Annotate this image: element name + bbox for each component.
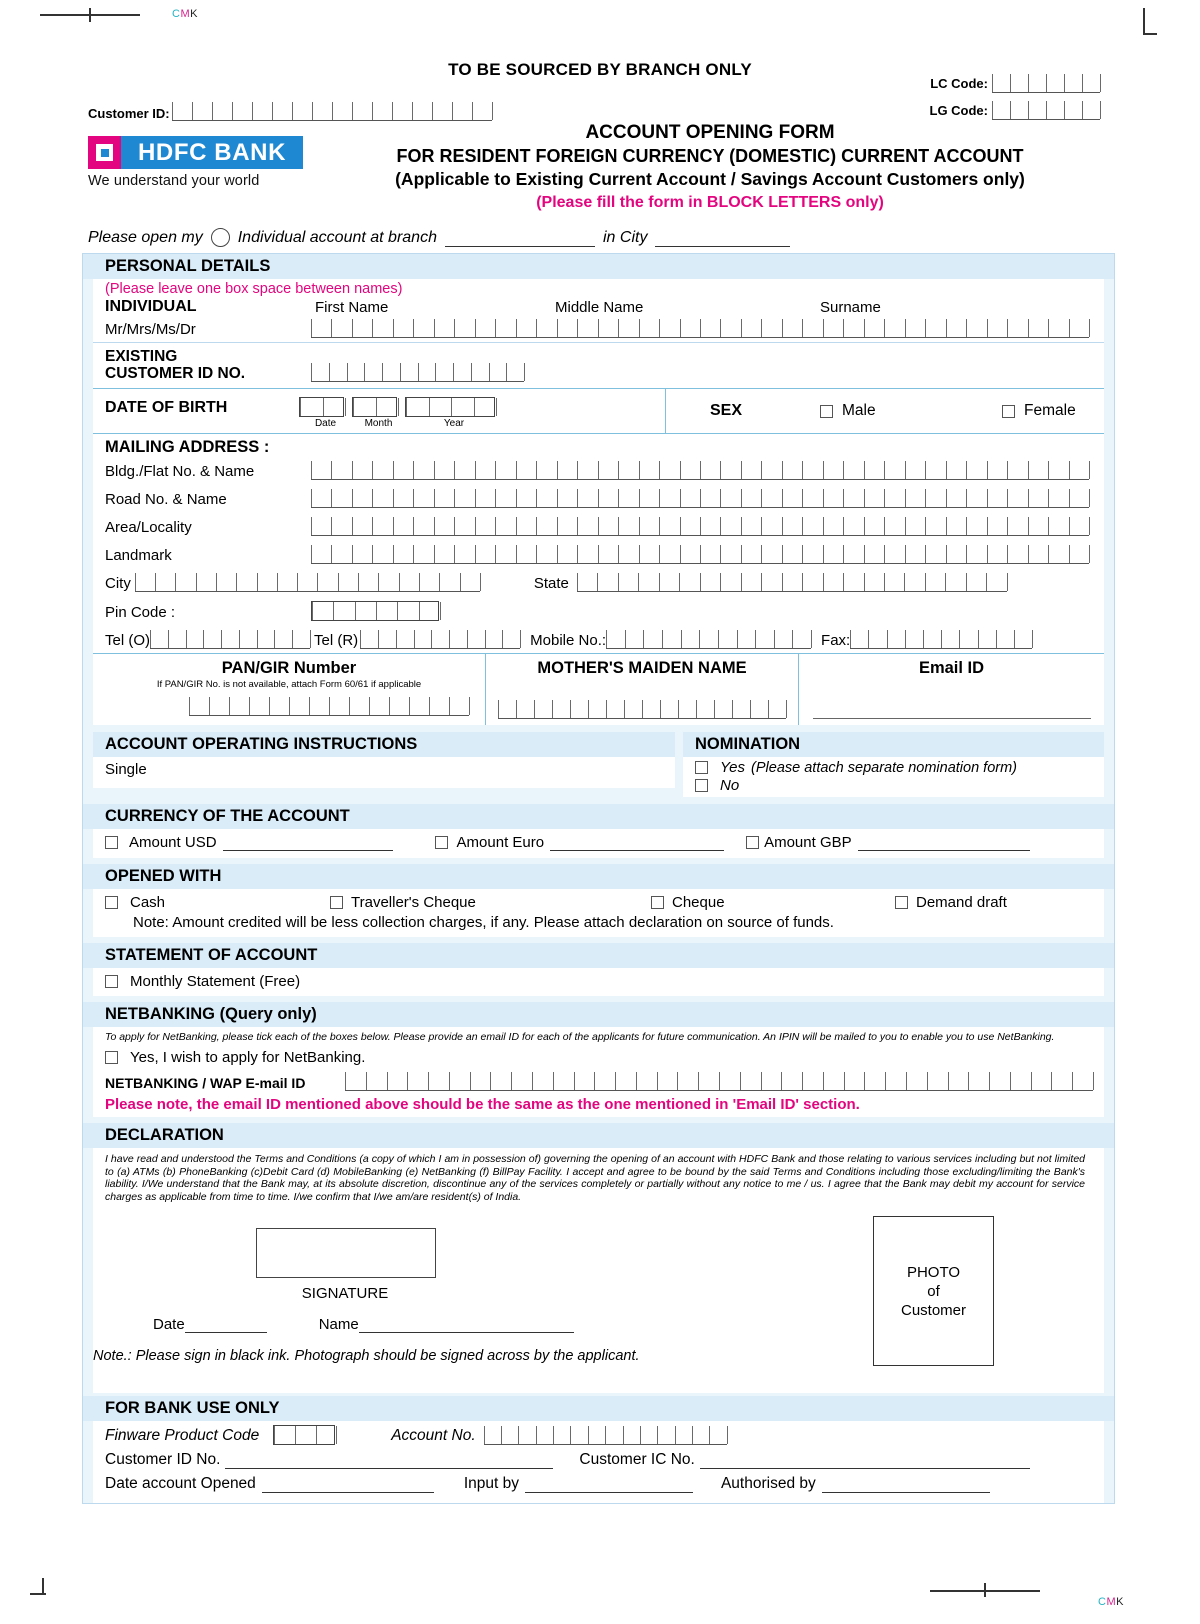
- bank-use-band: FOR BANK USE ONLY: [83, 1396, 1114, 1421]
- currency-gbp-input[interactable]: [858, 834, 1030, 851]
- city-boxes[interactable]: [135, 573, 480, 592]
- pan-boxes[interactable]: [189, 697, 469, 716]
- individual-radio[interactable]: [211, 228, 230, 247]
- dob-year-sublabel: Year: [443, 418, 465, 429]
- monthly-statement-checkbox[interactable]: [105, 975, 118, 988]
- existing-line2: CUSTOMER ID NO.: [105, 365, 246, 382]
- nomination-no-row[interactable]: [695, 777, 1104, 794]
- photo-box[interactable]: [873, 1216, 994, 1366]
- bldg-label: Bldg./Flat No. & Name: [105, 463, 255, 480]
- existing-customer-label: [105, 348, 311, 382]
- email-title: Email ID: [918, 659, 985, 677]
- lg-code-boxes[interactable]: [992, 101, 1100, 120]
- hdfc-logo-text: HDFC BANK: [121, 136, 303, 169]
- currency-gbp-checkbox[interactable]: [746, 836, 759, 849]
- declaration-date-input[interactable]: [185, 1317, 267, 1333]
- photo-label-line3: Customer: [900, 1301, 967, 1319]
- nomination-options: [683, 757, 1104, 797]
- netbanking-yes-label: Yes, I wish to apply for NetBanking.: [130, 1049, 366, 1066]
- road-boxes[interactable]: [311, 489, 1089, 508]
- photo-label-line2: of: [927, 1282, 940, 1300]
- date-input-auth-row: [105, 1475, 1104, 1493]
- form-title-line2: FOR RESIDENT FOREIGN CURRENCY (DOMESTIC) CURRENT ACCOUNT: [396, 146, 1024, 166]
- dob-row: [105, 397, 665, 417]
- in-city-label: in City: [602, 228, 648, 246]
- existing-customer-row: [93, 348, 1104, 382]
- road-label: Road No. & Name: [105, 491, 227, 508]
- existing-customer-id-boxes[interactable]: [311, 363, 524, 382]
- finware-account-row: [105, 1425, 1104, 1445]
- individual-label: INDIVIDUAL: [105, 298, 197, 315]
- account-no-label: Account No.: [391, 1427, 476, 1444]
- tel-office-boxes[interactable]: [150, 630, 310, 649]
- personal-details-band: PERSONAL DETAILS: [83, 254, 1114, 279]
- netbanking-section: [93, 1027, 1104, 1117]
- finware-label: Finware Product Code: [105, 1427, 260, 1444]
- currency-gbp-label: Amount GBP: [764, 834, 852, 851]
- reg-k-bottom: K: [1116, 1596, 1124, 1608]
- tel-residence-label: Tel (R): [314, 632, 359, 649]
- netbanking-email-boxes[interactable]: [345, 1072, 1093, 1091]
- statement-row[interactable]: [105, 973, 1104, 990]
- state-label: State: [533, 575, 569, 592]
- crop-mark-bottom-left-h: [30, 1593, 46, 1595]
- dob-day-boxes[interactable]: [299, 397, 344, 417]
- bank-customer-ic-input[interactable]: [700, 1453, 1030, 1469]
- mobile-label: Mobile No.:: [530, 632, 607, 649]
- mother-title: MOTHER'S MAIDEN NAME: [537, 659, 747, 677]
- bank-customer-ic-label: Customer IC No.: [579, 1451, 695, 1468]
- reg-c-top: C: [172, 8, 181, 20]
- pincode-boxes[interactable]: [311, 601, 439, 621]
- fax-label: Fax:: [821, 632, 851, 649]
- reg-k-top: K: [190, 8, 198, 20]
- currency-usd-checkbox[interactable]: [105, 836, 118, 849]
- road-row: [93, 489, 1104, 508]
- sex-block: [665, 389, 1104, 433]
- tel-office-label: Tel (O): [105, 632, 150, 649]
- crop-mark-bottom-left-v: [42, 1578, 44, 1594]
- name-box-note: (Please leave one box space between names): [105, 281, 403, 297]
- form-title-block: [300, 122, 1120, 212]
- phone-row: [93, 630, 1104, 649]
- middle-name-header: Middle Name: [555, 298, 644, 316]
- mother-boxes[interactable]: [498, 700, 786, 719]
- nomination-no-label: No: [720, 777, 740, 794]
- opened-with-options: [105, 894, 1104, 911]
- city-state-row: [93, 573, 1104, 592]
- title-options-label: Mr/Mrs/Ms/Dr: [105, 321, 196, 338]
- form-frame: [82, 253, 1115, 1504]
- date-opened-label: Date account Opened: [105, 1475, 256, 1492]
- signature-box[interactable]: [256, 1228, 436, 1278]
- declaration-band: DECLARATION: [83, 1123, 1114, 1148]
- pincode-label: Pin Code :: [105, 604, 176, 621]
- dob-label: DATE OF BIRTH: [105, 399, 228, 416]
- statement-section: [93, 968, 1104, 996]
- declaration-body: I have read and understood the Terms and Conditions (a copy of which I am in possession of) governing the opening of an account with HDFC Bank and those relating to various services including but not limited to (a) ATMs (b) PhoneBanking (c)Debit Card (d) MobileBanking (e) NetBanking (f) BillPay Facility. I accept and agree to be bound by the said Terms and Conditions including those excluding/limiting the Bank's liability. I/We understand that the Bank may, at its absolute discretion, discontinue any of the services completely or partially without any notice to me / us. I agree that the Bank may debit my account for service charges as applicable from time to time. I/we confirm that I/we am/are resident(s) of India.: [105, 1153, 1085, 1203]
- crop-mark-top-right-h: [1143, 33, 1157, 35]
- date-name-row: [153, 1316, 574, 1333]
- state-boxes[interactable]: [577, 573, 1007, 592]
- area-label: Area/Locality: [105, 519, 192, 536]
- lg-code-field[interactable]: [930, 101, 1101, 120]
- dob-sublabels: [105, 418, 665, 429]
- opened-cheque-checkbox[interactable]: [651, 896, 664, 909]
- authorised-by-input[interactable]: [822, 1477, 990, 1493]
- operating-nomination-row: [83, 732, 1114, 797]
- opened-tc-checkbox[interactable]: [330, 896, 343, 909]
- tel-residence-boxes[interactable]: [360, 630, 520, 649]
- sex-male-checkbox[interactable]: [820, 405, 833, 418]
- reg-m-bottom: M: [1106, 1596, 1117, 1608]
- city-input[interactable]: [655, 229, 790, 247]
- statement-band: STATEMENT OF ACCOUNT: [83, 943, 1114, 968]
- nomination-yes-row[interactable]: [695, 759, 1104, 776]
- pan-note: If PAN/GIR No. is not available, attach Form 60/61 if applicable: [156, 679, 422, 690]
- open-account-prefix: Please open my: [88, 228, 203, 246]
- currency-euro-checkbox[interactable]: [435, 836, 448, 849]
- first-name-header: First Name: [315, 298, 389, 316]
- dob-month-boxes[interactable]: [352, 397, 397, 417]
- operating-block: [93, 732, 675, 797]
- email-block: [798, 654, 1104, 725]
- lg-code-label: LG Code:: [929, 103, 988, 118]
- nomination-yes-note: (Please attach separate nomination form): [751, 759, 1018, 776]
- hdfc-bank-logo: [88, 136, 303, 189]
- date-opened-input[interactable]: [262, 1477, 434, 1493]
- account-type-label: Individual account at branch: [237, 228, 437, 246]
- landmark-boxes[interactable]: [311, 545, 1089, 564]
- mobile-boxes[interactable]: [606, 630, 811, 649]
- form-title-line1: ACCOUNT OPENING FORM: [585, 122, 835, 143]
- operating-value: Single: [105, 761, 147, 778]
- opened-dd-label: Demand draft: [916, 894, 1007, 911]
- registration-mark-top: [172, 8, 198, 20]
- finware-boxes[interactable]: [273, 1425, 335, 1445]
- input-by-label: Input by: [463, 1475, 519, 1492]
- opened-cash-label: Cash: [130, 894, 166, 911]
- dob-date-sublabel: Date: [314, 418, 337, 429]
- pan-mother-email-section: [93, 653, 1104, 725]
- customer-id-boxes[interactable]: [172, 102, 492, 121]
- opened-with-band: OPENED WITH: [83, 864, 1114, 889]
- mailing-address-title: MAILING ADDRESS :: [105, 438, 270, 456]
- dob-sex-section: [93, 388, 1104, 433]
- block-letters-note: (Please fill the form in BLOCK LETTERS only): [536, 194, 884, 211]
- dob-block: [93, 389, 665, 433]
- declaration-note: Note.: Please sign in black ink. Photograph should be signed across by the applicant.: [93, 1348, 640, 1364]
- currency-usd-label: Amount USD: [129, 834, 217, 851]
- currency-usd-input[interactable]: [223, 834, 393, 851]
- registration-mark-bottom: [1098, 1596, 1124, 1608]
- crop-mark-bottom-center-tick: [984, 1583, 986, 1597]
- dob-month-sublabel: Month: [364, 418, 393, 429]
- declaration-date-label: Date: [153, 1316, 185, 1333]
- netbanking-band: NETBANKING (Query only): [83, 1002, 1114, 1027]
- hdfc-logo-icon: [88, 136, 121, 169]
- pincode-row: [93, 601, 1104, 621]
- crop-mark-top-left-tick: [89, 8, 91, 22]
- customer-id-label: Customer ID:: [88, 106, 170, 121]
- sex-label: SEX: [710, 402, 743, 419]
- netbanking-yes-checkbox[interactable]: [105, 1051, 118, 1064]
- opened-dd-checkbox[interactable]: [895, 896, 908, 909]
- crop-mark-top-right-v: [1143, 8, 1145, 34]
- city-label: City: [105, 575, 131, 592]
- operating-value-box: [93, 757, 675, 788]
- nomination-yes-label: Yes: [720, 759, 746, 776]
- nomination-yes-checkbox[interactable]: [695, 761, 708, 774]
- netbanking-yes-row[interactable]: [105, 1049, 1104, 1066]
- pan-block: [93, 654, 485, 725]
- input-by-input[interactable]: [525, 1477, 693, 1493]
- sex-female-checkbox[interactable]: [1002, 405, 1015, 418]
- reg-c-bottom: C: [1098, 1596, 1107, 1608]
- area-boxes[interactable]: [311, 517, 1089, 536]
- bank-customer-id-label: Customer ID No.: [105, 1451, 221, 1468]
- hdfc-tagline: We understand your world: [88, 173, 260, 189]
- authorised-by-label: Authorised by: [720, 1475, 816, 1492]
- account-no-boxes[interactable]: [484, 1426, 727, 1445]
- opened-cheque-label: Cheque: [672, 894, 725, 911]
- opened-with-note: Note: Amount credited will be less collection charges, if any. Please attach declaration on source of funds.: [133, 914, 834, 931]
- netbanking-email-label: NETBANKING / WAP E-mail ID: [105, 1075, 306, 1091]
- name-input-row: [93, 319, 1104, 338]
- nomination-band: NOMINATION: [683, 732, 1104, 757]
- operating-band: ACCOUNT OPERATING INSTRUCTIONS: [93, 732, 675, 757]
- lc-code-label: LC Code:: [930, 76, 988, 91]
- reg-m-top: M: [180, 8, 191, 20]
- netbanking-note: To apply for NetBanking, please tick each of the boxes below. Please provide an email ID for each of the applicants for future communication. An IPIN will be mailed to you to enable you to use NetBanking.: [105, 1031, 1055, 1043]
- open-account-line: [88, 228, 790, 247]
- nomination-block: [683, 732, 1104, 797]
- area-row: [93, 517, 1104, 536]
- currency-section: [93, 829, 1104, 858]
- dob-year-boxes[interactable]: [405, 397, 495, 417]
- sourced-by-branch-title: TO BE SOURCED BY BRANCH ONLY: [448, 60, 752, 79]
- netbanking-warning: Please note, the email ID mentioned above should be the same as the one mentioned in 'Email ID' section.: [105, 1096, 860, 1113]
- form-title-line3: (Applicable to Existing Current Account / Savings Account Customers only): [395, 169, 1025, 189]
- netbanking-email-row: [105, 1072, 1104, 1091]
- opened-cash-checkbox[interactable]: [105, 896, 118, 909]
- pan-title: PAN/GIR Number: [221, 659, 357, 677]
- opened-tc-label: Traveller's Cheque: [351, 894, 476, 911]
- signature-label: SIGNATURE: [301, 1285, 389, 1302]
- bldg-row: [93, 461, 1104, 480]
- photo-label-line1: PHOTO: [906, 1263, 961, 1281]
- full-name-boxes[interactable]: [311, 319, 1089, 338]
- currency-band: CURRENCY OF THE ACCOUNT: [83, 804, 1114, 829]
- monthly-statement-label: Monthly Statement (Free): [130, 973, 301, 990]
- sex-female-label: Female: [1024, 402, 1076, 419]
- email-input[interactable]: [813, 704, 1091, 719]
- landmark-row: [93, 545, 1104, 564]
- declaration-section: [93, 1148, 1104, 1393]
- bank-customer-id-input[interactable]: [225, 1453, 553, 1469]
- branch-input[interactable]: [445, 229, 595, 247]
- declaration-name-label: Name: [318, 1316, 359, 1333]
- lc-code-boxes[interactable]: [992, 74, 1100, 93]
- mailing-address-section: [93, 433, 1104, 653]
- name-header-row: [93, 298, 1104, 316]
- sex-male-label: Male: [842, 402, 876, 419]
- customer-ids-row: [105, 1451, 1104, 1469]
- surname-header: Surname: [820, 298, 881, 316]
- opened-with-section: [93, 889, 1104, 937]
- bank-use-section: [93, 1421, 1104, 1503]
- currency-euro-input[interactable]: [550, 834, 724, 851]
- currency-row: [105, 834, 1104, 851]
- existing-customer-id-section: [93, 342, 1104, 388]
- lc-code-field[interactable]: [930, 74, 1100, 93]
- currency-euro-label: Amount Euro: [456, 834, 545, 851]
- fax-boxes[interactable]: [850, 630, 1032, 649]
- bldg-boxes[interactable]: [311, 461, 1089, 480]
- customer-id-field[interactable]: [88, 102, 492, 121]
- existing-line1: EXISTING: [105, 348, 178, 365]
- personal-details-section: [93, 279, 1104, 342]
- mother-block: [485, 654, 798, 725]
- landmark-label: Landmark: [105, 547, 172, 564]
- declaration-name-input[interactable]: [359, 1317, 574, 1333]
- nomination-no-checkbox[interactable]: [695, 779, 708, 792]
